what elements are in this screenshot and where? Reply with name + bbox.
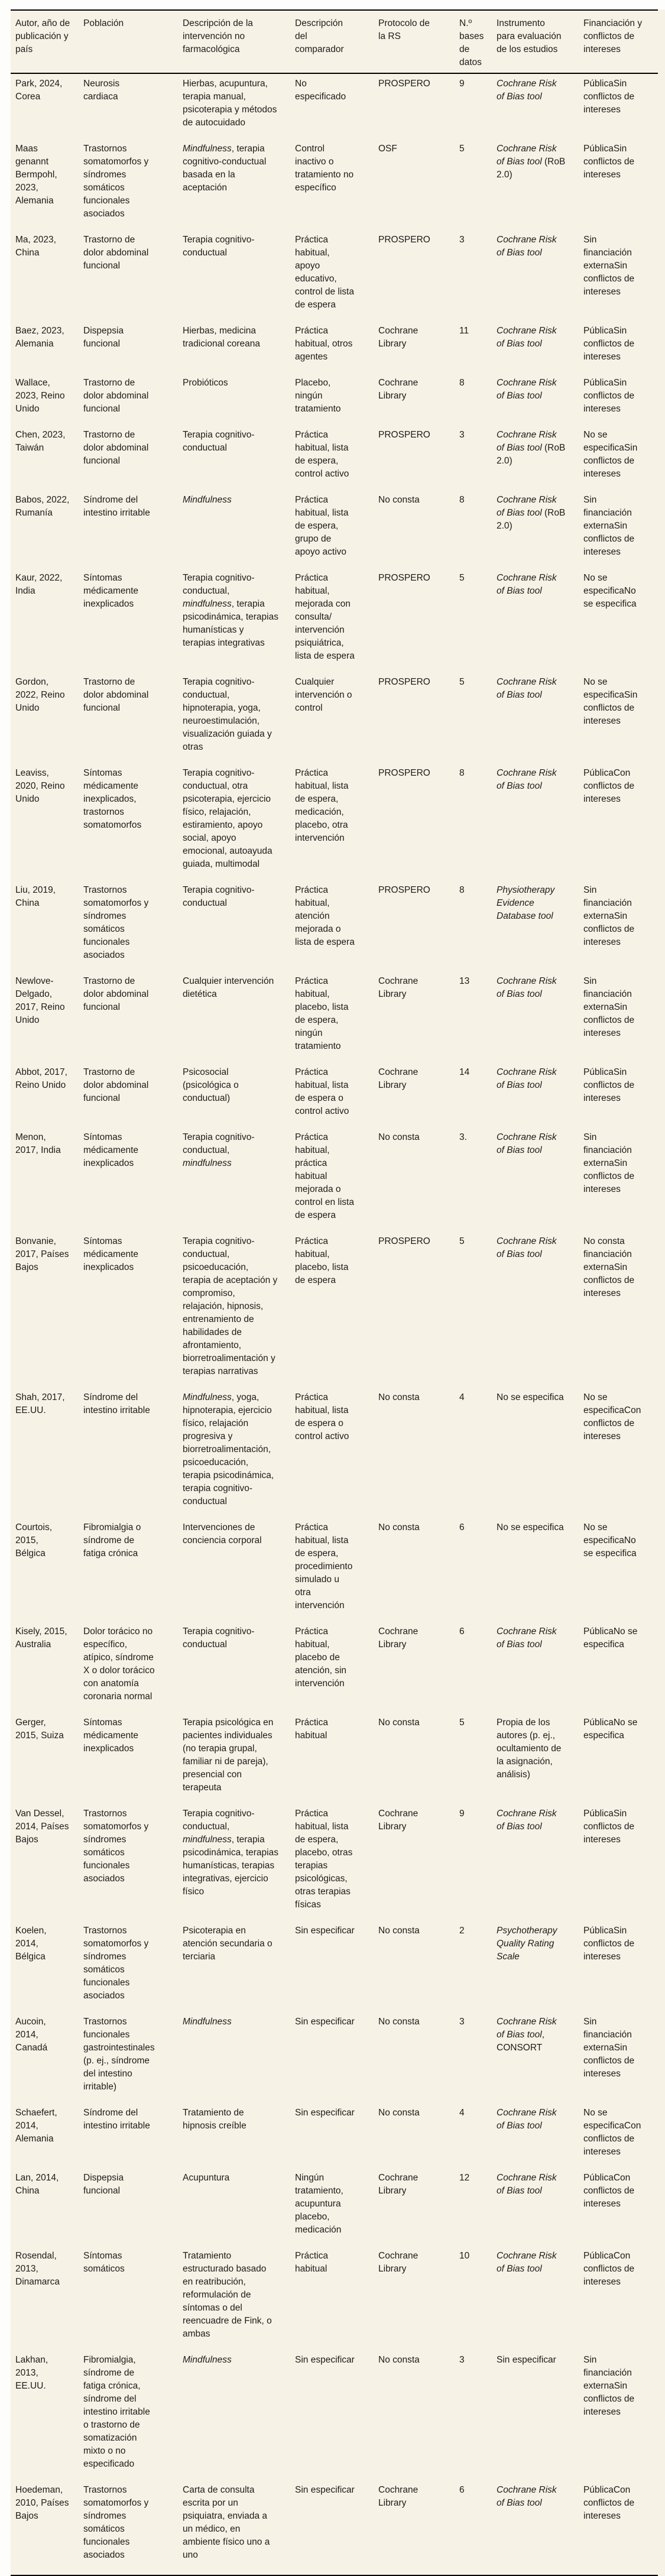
table-row (11, 1625, 658, 1716)
table-cell: Sin financiación externaSin conflictos de intereses (583, 495, 635, 557)
table-cell: Gerger, 2015, Suiza (15, 1718, 64, 1741)
table-row (11, 572, 658, 676)
table-cell: Práctica habitual, práctica habitual mejorada o control en lista de espera (295, 1132, 354, 1220)
table-cell: Trastornos somatomorfos y síndromes somáticos funcionales asociados (83, 144, 149, 219)
table-cell: Cochrane Risk of Bias tool (497, 2485, 557, 2508)
table-cell: Síndrome del intestino irritable (83, 1392, 150, 1415)
table-cell: Cochrane Risk of Bias tool (497, 1809, 557, 1832)
table-cell: Dispepsia funcional (83, 326, 124, 349)
table-cell: Ma, 2023, China (15, 235, 56, 258)
table-cell: Control inactivo o tratamiento no específico (295, 144, 354, 193)
table-cell: Práctica habitual, lista de espera o control activo (295, 1392, 349, 1441)
table-cell: Cochrane Library (378, 326, 419, 349)
header-row (11, 10, 658, 73)
table-cell: No se especificaCon conflictos de intereses (583, 1392, 641, 1441)
table-row (11, 494, 658, 572)
table-cell: Lakhan, 2013, EE.UU. (15, 2355, 48, 2391)
table-cell: 9 (459, 1809, 465, 1819)
table-cell: 6 (459, 1522, 465, 1532)
table-cell: 5 (459, 1718, 465, 1728)
table-cell: No consta financiación externaSin conflictos de intereses (583, 1236, 635, 1298)
table-cell: Terapia cognitivo-conductual, mindfulness, terapia psicodinámica, terapias humanísticas, terapias integrativas, ejercicio físico (183, 1809, 278, 1897)
table-cell: Tratamiento estructurado basado en reatribución, reformulación de síntomas o del reencuadre de Fink, o ambas (183, 2251, 272, 2339)
table-cell: Cochrane Library (378, 976, 419, 999)
table-cell: Sin especificar (295, 2485, 355, 2495)
table-cell: PúblicaCon conflictos de intereses (583, 2485, 635, 2521)
table-cell: Sin especificar (497, 2355, 556, 2365)
table-cell: 6 (459, 2485, 465, 2495)
table-cell: PúblicaNo se especifica (583, 1626, 638, 1650)
table-cell: Terapia psicológica en pacientes individuales (no terapia grupal, familiar ni de pareja), presencial con terapeuta (183, 1718, 274, 1793)
column-header: N.º bases de datos (459, 10, 497, 73)
table-row (11, 2484, 658, 2575)
table-cell: Kaur, 2022, India (15, 573, 63, 596)
table-cell: Chen, 2023, Taiwán (15, 430, 66, 453)
column-header: Población (83, 10, 183, 73)
table-cell: PúblicaSin conflictos de intereses (583, 378, 635, 414)
table-cell: Terapia cognitivo-conductual, mindfulness, terapia psicodinámica, terapias humanísticas y terapias integrativas (183, 573, 278, 648)
table-cell: Trastorno de dolor abdominal funcional (83, 235, 149, 271)
table-cell: Práctica habitual, lista de espera, grupo de apoyo activo (295, 495, 349, 557)
table-row (11, 1716, 658, 1807)
table-cell: PROSPERO (378, 235, 430, 245)
table-cell: Sin financiación externaSin conflictos de intereses (583, 2355, 635, 2417)
table-row (11, 2354, 658, 2484)
table-cell: Sin especificar (295, 2355, 355, 2365)
table-cell: Baez, 2023, Alemania (15, 326, 64, 349)
table-cell: Cochrane Risk of Bias tool (497, 235, 557, 258)
table-cell: 4 (459, 1392, 465, 1402)
table-cell: Van Dessel, 2014, Países Bajos (15, 1809, 69, 1845)
table-cell: Trastorno de dolor abdominal funcional (83, 677, 149, 713)
table-cell: Acupuntura (183, 2173, 230, 2183)
table-cell: No se especificaNo se especifica (583, 1522, 637, 1558)
table-cell: No se especificaSin conflictos de intereses (583, 677, 638, 726)
table-cell: No especificado (295, 79, 346, 102)
table-cell: No se especificaCon conflictos de intereses (583, 2108, 641, 2157)
table-row (11, 325, 658, 377)
table-row (11, 377, 658, 429)
table-cell: Trastorno de dolor abdominal funcional (83, 430, 149, 466)
table-cell: Sin especificar (295, 2017, 355, 2027)
table-cell: Mindfulness (183, 2017, 232, 2027)
table-cell: Cochrane Risk of Bias tool (497, 378, 557, 401)
table-cell: Liu, 2019, China (15, 885, 56, 908)
table-cell: 9 (459, 79, 465, 89)
table-row (11, 429, 658, 494)
table-cell: Práctica habitual, placebo, lista de espera, ningún tratamiento (295, 976, 349, 1051)
table-row (11, 767, 658, 884)
table-cell: Trastornos somatomorfos y síndromes somáticos funcionales asociados (83, 885, 149, 960)
table-cell: No se especifica (497, 1392, 564, 1402)
table-cell: Hoedeman, 2010, Países Bajos (15, 2485, 69, 2521)
table-cell: PúblicaSin conflictos de intereses (583, 144, 635, 180)
table-cell: No consta (378, 1392, 420, 1402)
table-cell: Práctica habitual, lista de espera, control activo (295, 430, 349, 479)
column-header: Autor, año de publicación y país (11, 10, 83, 73)
table-cell: PúblicaSin conflictos de intereses (583, 1809, 635, 1845)
table-cell: Carta de consulta escrita por un psiquiatra, enviada a un médico, en ambiente físico uno a uno (183, 2485, 270, 2560)
table-cell: Práctica habitual, placebo de atención, sin intervención (295, 1626, 347, 1689)
table-cell: PROSPERO (378, 573, 430, 583)
table-cell: Bonvanie, 2017, Países Bajos (15, 1236, 69, 1272)
table-cell: Wallace, 2023, Reino Unido (15, 378, 65, 414)
table-cell: Cochrane Risk of Bias tool (497, 79, 557, 102)
table-cell: 5 (459, 144, 465, 154)
table-cell: Terapia cognitivo-conductual, hipnoterapia, yoga, neuroestimulación, visualización guiada y otras (183, 677, 272, 752)
table-cell: Gordon, 2022, Reino Unido (15, 677, 65, 713)
table-cell: Terapia cognitivo-conductual (183, 1626, 255, 1650)
table-cell: 3 (459, 430, 465, 440)
table-row (11, 1521, 658, 1625)
table-cell: PúblicaSin conflictos de intereses (583, 79, 635, 115)
table-cell: Trastorno de dolor abdominal funcional (83, 378, 149, 414)
studies-table (11, 9, 658, 2576)
table-cell: 8 (459, 768, 465, 778)
table-cell: Práctica habitual, apoyo educativo, control de lista de espera (295, 235, 354, 310)
table-cell: Cochrane Risk of Bias tool (497, 2251, 557, 2274)
table-cell: Physiotherapy Evidence Database tool (497, 885, 555, 921)
table-cell: Psicosocial (psicológica o conductual) (183, 1067, 239, 1103)
table-cell: PROSPERO (378, 677, 430, 687)
table-cell: Síntomas médicamente inexplicados (83, 573, 139, 609)
table-cell: Sin financiación externaSin conflictos de intereses (583, 235, 635, 297)
table-cell: Cochrane Risk of Bias tool (497, 2173, 557, 2196)
table-cell: Síntomas médicamente inexplicados (83, 1718, 139, 1754)
table-cell: Rosendal, 2013, Dinamarca (15, 2251, 60, 2287)
table-cell: No consta (378, 2108, 420, 2118)
table-cell: PROSPERO (378, 885, 430, 895)
table-cell: Cochrane Library (378, 1809, 419, 1832)
table-row (11, 2250, 658, 2354)
table-row (11, 975, 658, 1066)
table-cell: 5 (459, 677, 465, 687)
table-cell: 8 (459, 495, 465, 505)
table-cell: Newlove-Delgado, 2017, Reino Unido (15, 976, 65, 1025)
table-cell: Mindfulness (183, 2355, 232, 2365)
table-cell: Cochrane Risk of Bias tool (RoB 2.0) (497, 144, 566, 180)
table-cell: Sin especificar (295, 1926, 355, 1936)
column-header: Descripción de la intervención no farmacológica (183, 10, 295, 73)
table-cell: PúblicaCon conflictos de intereses (583, 2173, 635, 2209)
table-cell: Práctica habitual, lista de espera o control activo (295, 1067, 349, 1116)
table-cell: PúblicaSin conflictos de intereses (583, 1926, 635, 1962)
table-cell: Trastornos somatomorfos y síndromes somáticos funcionales asociados (83, 1809, 149, 1884)
table-cell: 3. (459, 1132, 467, 1142)
table-cell: No se especificaSin conflictos de intereses (583, 430, 638, 479)
table-cell: Terapia cognitivo-conductual (183, 430, 255, 453)
column-header: Instrumento para evaluación de los estudios (497, 10, 583, 73)
table-cell: Cochrane Risk of Bias tool (497, 1132, 557, 1155)
table-row (11, 2016, 658, 2107)
table-cell: 4 (459, 2108, 465, 2118)
table-cell: Síntomas somáticos (83, 2251, 125, 2274)
table-cell: Trastorno de dolor abdominal funcional (83, 1067, 149, 1103)
table-cell: No consta (378, 1132, 420, 1142)
table-row (11, 1807, 658, 1924)
table-cell: 10 (459, 2251, 470, 2261)
table-cell: Cochrane Risk of Bias tool (497, 976, 557, 999)
table-row (11, 1924, 658, 2016)
table-row (11, 2172, 658, 2250)
table-cell: Maas genannt Bermpohl, 2023, Alemania (15, 144, 57, 206)
table-cell: Schaefert, 2014, Alemania (15, 2108, 57, 2144)
table-cell: Cochrane Library (378, 1626, 419, 1650)
table-cell: Síntomas médicamente inexplicados (83, 1236, 139, 1272)
table-cell: Kisely, 2015, Australia (15, 1626, 67, 1650)
table-cell: PúblicaSin conflictos de intereses (583, 1067, 635, 1103)
table-cell: Cualquier intervención dietética (183, 976, 274, 999)
table-cell: Fibromialgia o síndrome de fatiga crónica (83, 1522, 141, 1558)
table-cell: Shah, 2017, EE.UU. (15, 1392, 65, 1415)
table-cell: Práctica habitual, otros agentes (295, 326, 353, 362)
table-cell: PROSPERO (378, 430, 430, 440)
table-cell: Práctica habitual, lista de espera, procedimiento simulado u otra intervención (295, 1522, 353, 1611)
table-row (11, 1235, 658, 1391)
table-cell: Placebo, ningún tratamiento (295, 378, 341, 414)
table-cell: Cochrane Library (378, 2485, 419, 2508)
table-cell: 5 (459, 573, 465, 583)
column-header: Descripción del comparador (295, 10, 378, 73)
table-cell: PROSPERO (378, 79, 430, 89)
table-cell: Trastornos somatomorfos y síndromes somáticos funcionales asociados (83, 2485, 149, 2560)
table-cell: No consta (378, 1926, 420, 1936)
table-cell: PúblicaCon conflictos de intereses (583, 2251, 635, 2287)
table-cell: Babos, 2022, Rumanía (15, 495, 70, 518)
table-cell: Cochrane Library (378, 2173, 419, 2196)
table-body (11, 73, 658, 2575)
paper-table-sheet (11, 9, 665, 2576)
table-cell: Cochrane Risk of Bias tool, CONSORT (497, 2017, 557, 2053)
table-cell: Sin financiación externaSin conflictos de intereses (583, 2017, 635, 2079)
table-row (11, 142, 658, 234)
table-row (11, 1066, 658, 1131)
table-cell: Cochrane Risk of Bias tool (497, 1067, 557, 1090)
table-cell: Psychotherapy Quality Rating Scale (497, 1926, 557, 1962)
table-cell: Cualquier intervención o control (295, 677, 352, 713)
table-cell: No consta (378, 1522, 420, 1532)
table-cell: Lan, 2014, China (15, 2173, 59, 2196)
table-cell: Hierbas, acupuntura, terapia manual, psicoterapia y métodos de autocuidado (183, 79, 277, 128)
table-cell: Cochrane Risk of Bias tool (497, 1626, 557, 1650)
table-cell: No consta (378, 1718, 420, 1728)
table-cell: Probióticos (183, 378, 228, 388)
table-cell: 13 (459, 976, 470, 986)
table-cell: Sin financiación externaSin conflictos de intereses (583, 1132, 635, 1194)
table-cell: Cochrane Risk of Bias tool (497, 326, 557, 349)
table-cell: Síntomas médicamente inexplicados (83, 1132, 139, 1168)
table-row (11, 1131, 658, 1235)
table-cell: No consta (378, 495, 420, 505)
table-cell: PúblicaSin conflictos de intereses (583, 326, 635, 362)
table-cell: Síndrome del intestino irritable (83, 495, 150, 518)
table-cell: 8 (459, 885, 465, 895)
table-cell: No se especificaNo se especifica (583, 573, 637, 609)
table-cell: PROSPERO (378, 768, 430, 778)
table-cell: Terapia cognitivo-conductual, mindfulness (183, 1132, 255, 1168)
table-cell: Psicoterapia en atención secundaria o terciaria (183, 1926, 273, 1962)
table-cell: Práctica habitual, placebo, lista de espera (295, 1236, 349, 1285)
table-cell: 3 (459, 2017, 465, 2027)
table-header (11, 10, 658, 73)
table-cell: Trastornos somatomorfos y síndromes somáticos funcionales asociados (83, 1926, 149, 2001)
column-header: Protocolo de la RS (378, 10, 459, 73)
table-cell: Hierbas, medicina tradicional coreana (183, 326, 260, 349)
table-cell: Ningún tratamiento, acupuntura placebo, medicación (295, 2173, 343, 2235)
table-cell: Cochrane Risk of Bias tool (497, 768, 557, 791)
table-cell: Sin financiación externaSin conflictos de intereses (583, 885, 635, 947)
table-cell: Terapia cognitivo-conductual (183, 235, 255, 258)
table-cell: Aucoin, 2014, Canadá (15, 2017, 48, 2053)
table-cell: 3 (459, 235, 465, 245)
table-cell: Síntomas médicamente inexplicados, trastornos somatomorfos (83, 768, 142, 830)
table-cell: Park, 2024, Corea (15, 79, 63, 102)
table-cell: Abbot, 2017, Reino Unido (15, 1067, 67, 1090)
table-cell: Terapia cognitivo-conductual, otra psicoterapia, ejercicio físico, relajación, estiramiento, apoyo social, apoyo emocional, autoayuda guiada, multimodal (183, 768, 273, 869)
table-cell: Práctica habitual (295, 1718, 328, 1741)
table-cell: Cochrane Risk of Bias tool (RoB 2.0) (497, 495, 566, 531)
table-cell: Propia de los autores (p. ej., ocultamiento de la asignación, análisis) (497, 1718, 562, 1780)
table-row (11, 676, 658, 767)
table-cell: Menon, 2017, India (15, 1132, 61, 1155)
table-cell: 5 (459, 1236, 465, 1246)
table-cell: Práctica habitual, lista de espera, placebo, otras terapias psicológicas, otras terapias físicas (295, 1809, 353, 1910)
table-cell: 8 (459, 378, 465, 388)
table-cell: 3 (459, 2355, 465, 2365)
table-cell: OSF (378, 144, 397, 154)
table-cell: 2 (459, 1926, 465, 1936)
table-cell: Cochrane Library (378, 2251, 419, 2274)
table-row (11, 884, 658, 975)
table-cell: Cochrane Library (378, 1067, 419, 1090)
table-cell: Mindfulness, yoga, hipnoterapia, ejercicio físico, relajación progresiva y biorretroalimentación, psicoeducación, terapia psicodinámica, terapia cognitivo-conductual (183, 1392, 274, 1506)
table-cell: 6 (459, 1626, 465, 1637)
table-cell: Práctica habitual (295, 2251, 328, 2274)
table-cell: Dispepsia funcional (83, 2173, 124, 2196)
table-cell: Cochrane Risk of Bias tool (497, 2108, 557, 2131)
table-cell: Síndrome del intestino irritable (83, 2108, 150, 2131)
table-cell: Trastornos funcionales gastrointestinales (p. ej., síndrome del intestino irritable) (83, 2017, 155, 2092)
table-cell: PROSPERO (378, 1236, 430, 1246)
table-cell: No consta (378, 2355, 420, 2365)
table-cell: Trastorno de dolor abdominal funcional (83, 976, 149, 1012)
table-cell: Cochrane Library (378, 378, 419, 401)
table-row (11, 234, 658, 325)
table-row (11, 73, 658, 142)
table-cell: 14 (459, 1067, 470, 1077)
table-cell: Sin financiación externaSin conflictos de intereses (583, 976, 635, 1038)
table-cell: Dolor torácico no específico, atípico, síndrome X o dolor torácico con anatomía coronaria normal (83, 1626, 155, 1702)
table-cell: Terapia cognitivo-conductual (183, 885, 255, 908)
table-cell: Práctica habitual, lista de espera, medicación, placebo, otra intervención (295, 768, 349, 843)
table-row (11, 2107, 658, 2172)
table-cell: Cochrane Risk of Bias tool (497, 1236, 557, 1259)
table-cell: Cochrane Risk of Bias tool (RoB 2.0) (497, 430, 566, 466)
table-cell: Neurosis cardiaca (83, 79, 120, 102)
table-cell: 11 (459, 326, 469, 336)
table-cell: Cochrane Risk of Bias tool (497, 573, 557, 596)
table-cell: Cochrane Risk of Bias tool (497, 677, 557, 700)
table-cell: PúblicaNo se especifica (583, 1718, 638, 1741)
table-cell: Terapia cognitivo-conductual, psicoeducación, terapia de aceptación y compromiso, relajación, hipnosis, entrenamiento de habilidades de afrontamiento, biorretroalimentación y terapias narrativas (183, 1236, 278, 1376)
table-cell: 12 (459, 2173, 470, 2183)
column-header: Financiación y conflictos de intereses (583, 10, 658, 73)
table-cell: Práctica habitual, atención mejorada o lista de espera (295, 885, 355, 947)
table-row (11, 1391, 658, 1521)
table-cell: Sin especificar (295, 2108, 355, 2118)
table-cell: Fibromialgia, síndrome de fatiga crónica, síndrome del intestino irritable o trastorno de somatización mixto o no especificado (83, 2355, 150, 2469)
table-cell: PúblicaCon conflictos de intereses (583, 768, 635, 804)
table-cell: Courtois, 2015, Bélgica (15, 1522, 53, 1558)
table-cell: No consta (378, 2017, 420, 2027)
table-cell: Intervenciones de conciencia corporal (183, 1522, 262, 1545)
table-cell: Tratamiento de hipnosis creíble (183, 2108, 246, 2131)
table-cell: Mindfulness (183, 495, 232, 505)
table-cell: No se especifica (497, 1522, 564, 1532)
table-cell: Mindfulness, terapia cognitivo-conductual basada en la aceptación (183, 144, 267, 193)
table-cell: Práctica habitual, mejorada con consulta/ intervención psiquiátrica, lista de espera (295, 573, 355, 661)
table-cell: Koelen, 2014, Bélgica (15, 1926, 47, 1962)
table-cell: Leaviss, 2020, Reino Unido (15, 768, 65, 804)
